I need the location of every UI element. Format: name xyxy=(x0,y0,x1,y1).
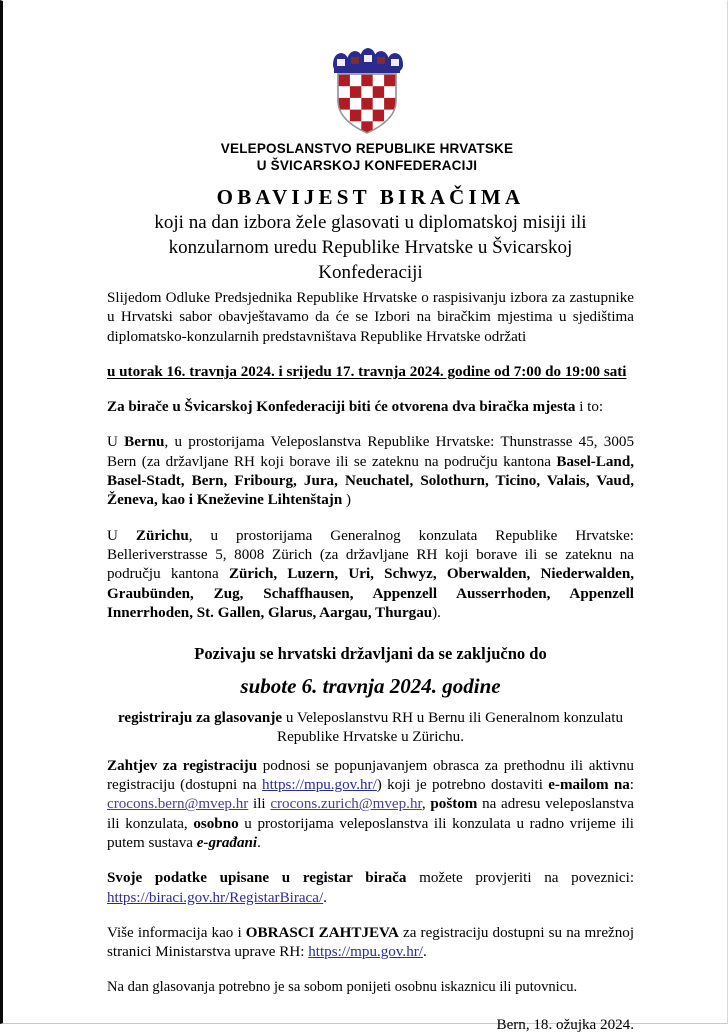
spacer xyxy=(107,634,634,643)
stations-intro-bold: Za birače u Švicarskoj Konfederaciji biti će otvorena dva biračka mjesta xyxy=(107,399,576,416)
spacer xyxy=(107,748,634,757)
more-info-paragraph xyxy=(107,924,634,963)
registration-text-6: na adresu veleposlanstva ili konzulata, xyxy=(107,796,634,832)
inperson-bold: osobno xyxy=(193,815,239,832)
registration-how-paragraph xyxy=(107,757,634,853)
registration-text-5: , xyxy=(421,796,431,813)
more-info-text-3: . xyxy=(422,944,427,961)
link-ministry-mpu[interactable]: https://mpu.gov.hr/ xyxy=(308,944,423,961)
check-register-text-2: . xyxy=(323,889,327,906)
document-body xyxy=(107,289,634,1035)
stations-intro-rest: i to: xyxy=(575,399,604,416)
zurich-prefix: U xyxy=(107,527,136,544)
more-info-text-1: Više informacija kao i xyxy=(107,924,246,941)
bern-city: Bernu xyxy=(124,434,165,451)
page-subtitle-line3: Konfederaciji xyxy=(318,262,423,283)
election-dates-text: u utorak 16. travnja 2024. i srijedu 17. travnja 2024. godine od 7:00 do 19:00 sati xyxy=(107,363,627,380)
email-link-bern[interactable]: crocons.bern@mvep.hr xyxy=(107,796,249,813)
e-gradani-bolditalic: e-građani xyxy=(196,834,258,851)
email-bold: e-mailom na xyxy=(548,777,630,794)
check-register-bold: Svoje podatke upisane u registar birača xyxy=(107,870,407,887)
email-link-zurich[interactable]: crocons.zurich@mvep.hr xyxy=(270,796,422,813)
registration-text-7: u prostorijama veleposlanstva ili konzulata u radno vrijeme ili putem sustava xyxy=(107,815,634,851)
bern-suffix: ) xyxy=(342,492,352,509)
register-rest: u Veleposlanstvu RH u Bernu ili Generalnom konzulatu Republike Hrvatske u Zürichu. xyxy=(277,710,623,746)
zurich-body: , u prostorijama Generalnog konzulata Republike Hrvatske: Belleriverstrasse 5, 8008 Zürich (za državljane RH koji borave ili se zateknu na području kantona xyxy=(107,527,634,583)
register-bold: registriraju za glasovanje xyxy=(118,710,283,727)
page-subtitle-line2: konzularnom uredu Republike Hrvatske u Švicarskoj xyxy=(168,237,573,258)
spacer xyxy=(107,998,634,1007)
org-header-line1: VELEPOSLANSTVO REPUBLIKE HRVATSKE xyxy=(220,141,514,156)
election-dates-paragraph xyxy=(107,363,634,382)
registration-text-4: ili xyxy=(248,796,271,813)
spacer xyxy=(107,1007,634,1016)
page-title: OBAVIJEST BIRAČIMA xyxy=(216,185,525,209)
polling-station-bern xyxy=(107,433,634,510)
check-voter-register-paragraph xyxy=(107,869,634,908)
more-info-text-2: za registraciju dostupni su na mrežnoj stranici Ministarstva uprave RH: xyxy=(107,924,635,961)
stations-intro-paragraph xyxy=(107,398,634,417)
register-where-paragraph xyxy=(107,709,634,748)
registration-deadline: subote 6. travnja 2024. godine xyxy=(240,674,501,699)
signoff-place-date: Bern, 18. ožujka 2024. xyxy=(496,1016,634,1033)
bern-body: , u prostorijama Veleposlanstva Republike Hrvatske: Thunstrasse 45, 3005 Bern (za državljane RH koji borave ili se zateknu na području kantona xyxy=(107,434,634,470)
spacer xyxy=(107,700,634,709)
registration-text-2: ) koji je potrebno dostaviti xyxy=(376,777,549,794)
link-voter-register[interactable]: https://biraci.gov.hr/RegistarBiraca/ xyxy=(107,889,324,906)
zurich-suffix: ). xyxy=(432,604,441,621)
post-bold: poštom xyxy=(430,796,478,813)
bern-prefix: U xyxy=(107,434,125,451)
link-mpu-forms[interactable]: https://mpu.gov.hr/ xyxy=(262,777,377,794)
call-to-register-line: Pozivaju se hrvatski državljani da se zaključno do xyxy=(194,644,547,664)
document-title-block xyxy=(107,185,634,285)
zurich-cantons: Zürich, Luzern, Uri, Schwyz, Oberwalden, Niederwalden, Graubünden, Zug, Schaffhausen, Appenzell Ausserrhoden, Appenzell Innerrhoden, St. Gallen, Glarus, Aargau, Thurgau xyxy=(107,566,635,621)
org-header-line2: U ŠVICARSKOJ KONFEDERACIJI xyxy=(256,158,478,173)
page-subtitle-line1: koji na dan izbora žele glasovati u diplomatskoj misiji ili xyxy=(154,212,587,233)
bern-cantons: Basel-Land, Basel-Stadt, Bern, Fribourg, Jura, Neuchatel, Solothurn, Ticino, Valais, Vaud, Ženeva, kao i Kneževine Lihtenštajn xyxy=(107,453,634,509)
intro-paragraph: Slijedom Odluke Predsjednika Republike Hrvatske o raspisivanju izbora za zastupnike u Hrvatski sabor obavještavamo da će se Izbori na biračkim mjestima u sjedištima diplomatsko-konzularnih predstavništava Republike Hrvatske održati xyxy=(107,290,634,345)
registration-text-1: podnosi se popunjavanjem obrasca za prethodnu ili aktivnu registraciju (dostupni na xyxy=(107,757,634,794)
organisation-header xyxy=(3,140,728,174)
coat-of-arms-container xyxy=(3,47,728,135)
zurich-city: Zürichu xyxy=(135,527,189,544)
id-requirement-note: Na dan glasovanja potrebno je sa sobom ponijeti osobnu iskaznicu ili putovnicu. xyxy=(107,979,578,996)
registration-text-3: : xyxy=(629,777,634,794)
spacer xyxy=(107,664,634,673)
registration-request-bold: Zahtjev za registraciju xyxy=(107,757,258,774)
croatian-coat-of-arms-icon xyxy=(329,47,405,135)
check-register-text-1: možete provjeriti na poveznici: xyxy=(406,870,635,887)
registration-text-8: . xyxy=(257,834,261,851)
polling-station-zurich xyxy=(107,527,634,623)
forms-bold: OBRASCI ZAHTJEVA xyxy=(245,924,399,941)
